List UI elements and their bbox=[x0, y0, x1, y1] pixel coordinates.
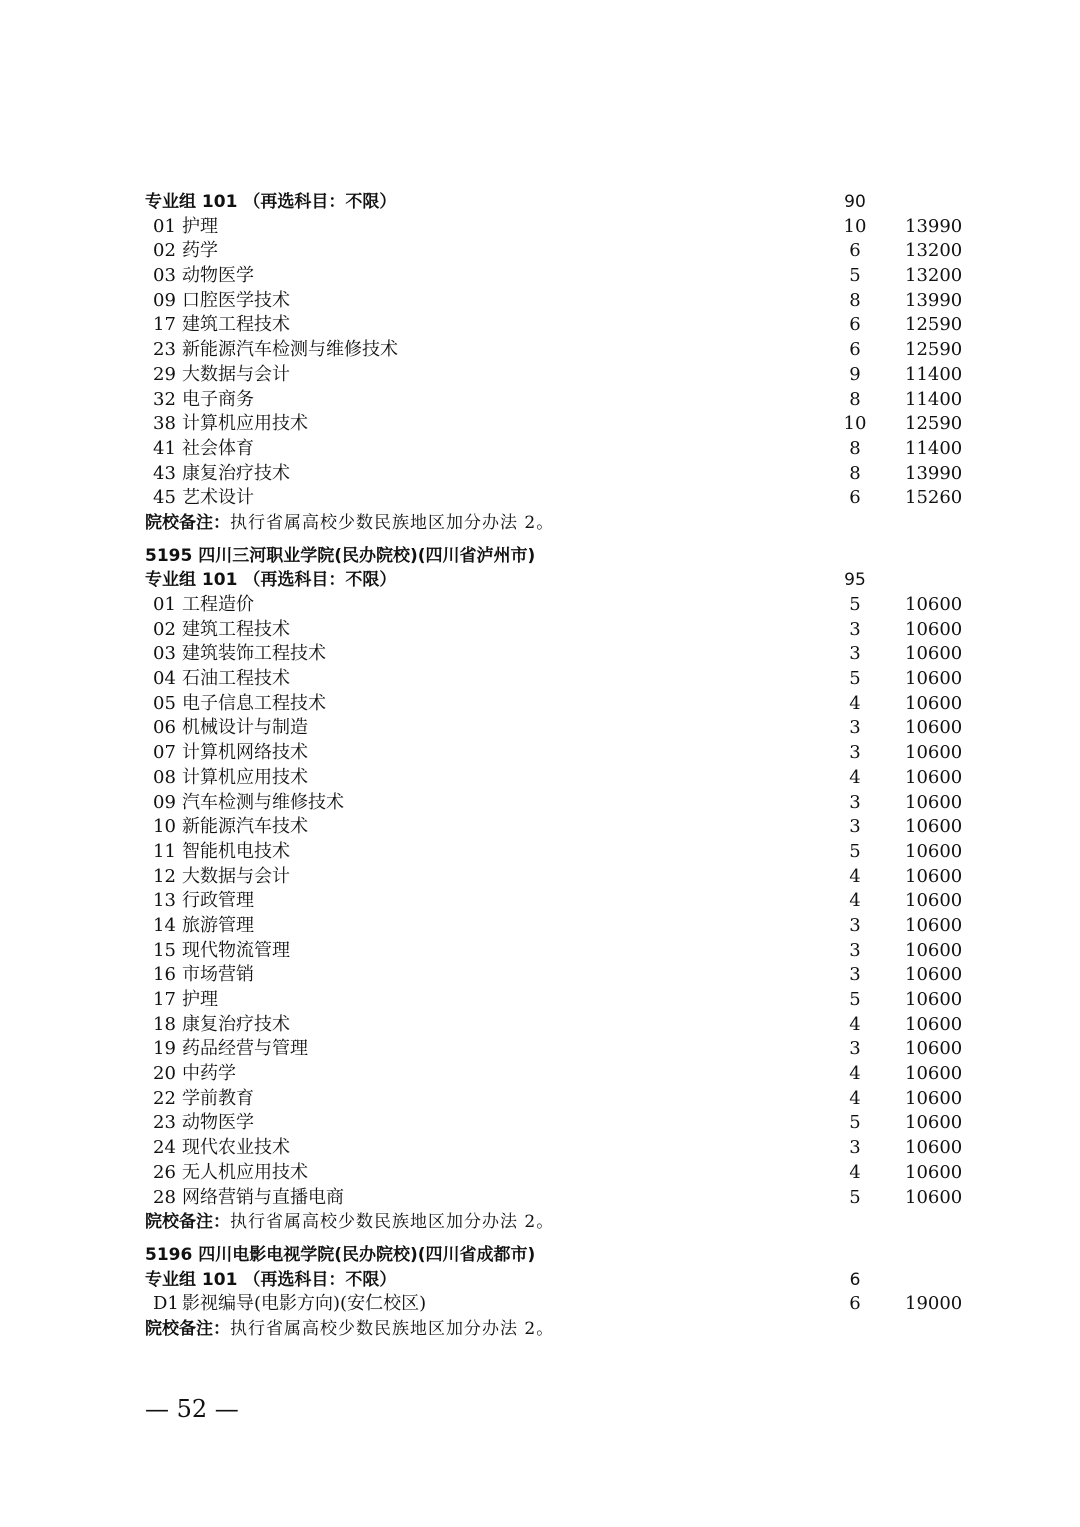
major-count: 6 bbox=[849, 314, 861, 336]
major-code: 29 bbox=[153, 363, 176, 385]
major-count: 8 bbox=[849, 289, 861, 311]
major-name: 动物医学 bbox=[182, 1112, 254, 1134]
major-group-header bbox=[145, 1268, 965, 1293]
major-row bbox=[145, 642, 965, 667]
major-name: 护理 bbox=[182, 215, 218, 237]
major-count: 8 bbox=[849, 462, 861, 484]
page-number: — 52 — bbox=[145, 1395, 239, 1423]
note-text: 执行省属高校少数民族地区加分办法 2。 bbox=[230, 1318, 555, 1339]
major-row bbox=[145, 865, 965, 890]
major-row bbox=[145, 1013, 965, 1038]
major-code: 16 bbox=[153, 964, 176, 986]
major-row bbox=[145, 289, 965, 314]
major-count: 4 bbox=[849, 1013, 861, 1035]
major-fee: 13990 bbox=[905, 215, 963, 237]
group-count: 6 bbox=[849, 1269, 861, 1290]
note-label: 院校备注： bbox=[145, 512, 230, 533]
major-code: 18 bbox=[153, 1013, 176, 1035]
major-count: 3 bbox=[849, 742, 861, 764]
major-name: 电子信息工程技术 bbox=[182, 692, 326, 714]
major-code: 28 bbox=[153, 1186, 176, 1208]
major-fee: 15260 bbox=[905, 487, 963, 509]
major-code: 19 bbox=[153, 1038, 176, 1060]
major-code: 17 bbox=[153, 314, 176, 336]
major-row bbox=[145, 1037, 965, 1062]
major-code: 08 bbox=[153, 766, 176, 788]
major-fee: 10600 bbox=[905, 1087, 963, 1109]
major-code: 23 bbox=[153, 1112, 176, 1134]
major-count: 3 bbox=[849, 791, 861, 813]
major-name: 计算机应用技术 bbox=[182, 413, 308, 435]
major-name: 网络营销与直播电商 bbox=[182, 1186, 344, 1208]
major-row bbox=[145, 388, 965, 413]
major-fee: 10600 bbox=[905, 914, 963, 936]
major-row bbox=[145, 1136, 965, 1161]
major-code: 14 bbox=[153, 914, 176, 936]
major-code: 22 bbox=[153, 1087, 176, 1109]
major-name: 电子商务 bbox=[182, 388, 254, 410]
major-row bbox=[145, 1161, 965, 1186]
major-row bbox=[145, 716, 965, 741]
major-row bbox=[145, 939, 965, 964]
group-label: 专业组 101 （再选科目：不限） bbox=[145, 1269, 397, 1290]
major-name: 智能机电技术 bbox=[182, 840, 290, 862]
major-name: 大数据与会计 bbox=[182, 865, 290, 887]
major-fee: 19000 bbox=[905, 1293, 963, 1315]
major-fee: 10600 bbox=[905, 1063, 963, 1085]
major-code: 20 bbox=[153, 1063, 176, 1085]
major-code: 17 bbox=[153, 989, 176, 1010]
major-count: 5 bbox=[849, 840, 861, 862]
major-row bbox=[145, 618, 965, 643]
major-fee: 10600 bbox=[905, 594, 963, 615]
major-fee: 10600 bbox=[905, 692, 963, 714]
major-name: 行政管理 bbox=[182, 890, 254, 912]
group-count: 95 bbox=[844, 570, 866, 591]
major-name: 新能源汽车技术 bbox=[182, 816, 308, 838]
major-fee: 10600 bbox=[905, 1161, 963, 1183]
major-fee: 13200 bbox=[905, 265, 963, 287]
major-code: 05 bbox=[153, 692, 176, 714]
school-note bbox=[145, 1210, 965, 1235]
major-name: 药品经营与管理 bbox=[182, 1038, 308, 1060]
major-name: 建筑装饰工程技术 bbox=[182, 643, 326, 665]
major-fee: 10600 bbox=[905, 890, 963, 912]
major-fee: 10600 bbox=[905, 840, 963, 862]
major-name: 机械设计与制造 bbox=[182, 717, 308, 739]
major-count: 6 bbox=[849, 1293, 861, 1315]
major-fee: 12590 bbox=[905, 413, 963, 435]
major-group-header bbox=[145, 568, 965, 593]
major-row bbox=[145, 338, 965, 363]
major-count: 10 bbox=[843, 215, 867, 237]
major-row bbox=[145, 766, 965, 791]
major-fee: 10600 bbox=[905, 1038, 963, 1060]
major-count: 3 bbox=[849, 643, 861, 665]
major-fee: 10600 bbox=[905, 791, 963, 813]
major-fee: 10600 bbox=[905, 1186, 963, 1208]
major-row bbox=[145, 815, 965, 840]
major-name: 现代农业技术 bbox=[182, 1137, 290, 1159]
major-name: 艺术设计 bbox=[182, 487, 254, 509]
major-row bbox=[145, 593, 965, 618]
major-code: 24 bbox=[153, 1137, 176, 1159]
major-name: 康复治疗技术 bbox=[182, 462, 290, 484]
major-count: 4 bbox=[849, 1087, 861, 1109]
school-note bbox=[145, 511, 965, 536]
note-label: 院校备注： bbox=[145, 1318, 230, 1339]
major-name: 口腔医学技术 bbox=[182, 289, 290, 311]
major-row bbox=[145, 313, 965, 338]
major-code: 15 bbox=[153, 939, 176, 961]
major-fee: 10600 bbox=[905, 865, 963, 887]
major-count: 3 bbox=[849, 1137, 861, 1159]
major-fee: 11400 bbox=[905, 388, 963, 410]
major-fee: 12590 bbox=[905, 339, 963, 361]
major-count: 3 bbox=[849, 1038, 861, 1060]
major-code: 12 bbox=[153, 865, 176, 887]
major-count: 4 bbox=[849, 865, 861, 887]
major-name: 建筑工程技术 bbox=[182, 618, 290, 640]
major-row bbox=[145, 889, 965, 914]
major-code: 03 bbox=[153, 643, 176, 665]
major-row bbox=[145, 1062, 965, 1087]
major-name: 中药学 bbox=[182, 1063, 236, 1085]
major-row bbox=[145, 914, 965, 939]
major-fee: 10600 bbox=[905, 643, 963, 665]
group-label: 专业组 101 （再选科目：不限） bbox=[145, 570, 397, 591]
major-code: 13 bbox=[153, 890, 176, 912]
major-row bbox=[145, 963, 965, 988]
major-name: 现代物流管理 bbox=[182, 939, 290, 961]
major-count: 3 bbox=[849, 914, 861, 936]
major-name: 护理 bbox=[182, 989, 218, 1010]
major-fee: 11400 bbox=[905, 437, 963, 459]
major-row bbox=[145, 1087, 965, 1112]
major-fee: 10600 bbox=[905, 964, 963, 986]
major-count: 6 bbox=[849, 487, 861, 509]
note-text: 执行省属高校少数民族地区加分办法 2。 bbox=[230, 1212, 555, 1233]
group-label: 专业组 101 （再选科目：不限） bbox=[145, 192, 397, 212]
major-code: 07 bbox=[153, 742, 176, 764]
major-count: 3 bbox=[849, 717, 861, 739]
major-code: 10 bbox=[153, 816, 176, 838]
major-count: 3 bbox=[849, 816, 861, 838]
major-code: 01 bbox=[153, 215, 176, 237]
major-row bbox=[145, 1186, 965, 1211]
major-fee: 10600 bbox=[905, 742, 963, 764]
major-row bbox=[145, 741, 965, 766]
major-count: 10 bbox=[843, 413, 867, 435]
major-code: 41 bbox=[153, 437, 176, 459]
school-title: 5196 四川电影电视学院(民办院校)(四川省成都市) bbox=[145, 1244, 536, 1265]
major-code: 04 bbox=[153, 668, 176, 690]
major-name: 汽车检测与维修技术 bbox=[182, 791, 344, 813]
major-count: 8 bbox=[849, 437, 861, 459]
major-fee: 13990 bbox=[905, 462, 963, 484]
major-count: 4 bbox=[849, 890, 861, 912]
major-code: 23 bbox=[153, 339, 176, 361]
major-count: 4 bbox=[849, 1161, 861, 1183]
major-name: 康复治疗技术 bbox=[182, 1013, 290, 1035]
major-count: 9 bbox=[849, 363, 861, 385]
major-count: 6 bbox=[849, 240, 861, 262]
major-code: 43 bbox=[153, 462, 176, 484]
major-name: 工程造价 bbox=[182, 594, 254, 615]
major-fee: 10600 bbox=[905, 668, 963, 690]
major-name: 市场营销 bbox=[182, 964, 254, 986]
major-row bbox=[145, 1292, 965, 1317]
major-row bbox=[145, 215, 965, 240]
major-count: 5 bbox=[849, 265, 861, 287]
major-code: 03 bbox=[153, 265, 176, 287]
major-row bbox=[145, 264, 965, 289]
major-row bbox=[145, 437, 965, 462]
major-fee: 10600 bbox=[905, 717, 963, 739]
major-row bbox=[145, 791, 965, 816]
major-fee: 10600 bbox=[905, 1112, 963, 1134]
major-name: 社会体育 bbox=[182, 437, 254, 459]
major-name: 新能源汽车检测与维修技术 bbox=[182, 339, 398, 361]
major-code: 01 bbox=[153, 594, 176, 615]
major-row bbox=[145, 667, 965, 692]
major-fee: 11400 bbox=[905, 363, 963, 385]
major-fee: 10600 bbox=[905, 816, 963, 838]
major-code: 26 bbox=[153, 1161, 176, 1183]
major-code: 02 bbox=[153, 618, 176, 640]
major-code: D1 bbox=[153, 1293, 179, 1315]
major-fee: 12590 bbox=[905, 314, 963, 336]
major-row bbox=[145, 486, 965, 511]
major-fee: 13990 bbox=[905, 289, 963, 311]
major-name: 计算机网络技术 bbox=[182, 742, 308, 764]
group-count: 90 bbox=[844, 192, 866, 212]
major-row bbox=[145, 692, 965, 717]
major-count: 3 bbox=[849, 939, 861, 961]
major-count: 5 bbox=[849, 1186, 861, 1208]
major-name: 影视编导(电影方向)(安仁校区) bbox=[182, 1293, 427, 1315]
major-count: 4 bbox=[849, 766, 861, 788]
major-row bbox=[145, 239, 965, 264]
major-code: 09 bbox=[153, 791, 176, 813]
major-row bbox=[145, 363, 965, 388]
note-text: 执行省属高校少数民族地区加分办法 2。 bbox=[230, 512, 555, 533]
major-name: 无人机应用技术 bbox=[182, 1161, 308, 1183]
major-name: 大数据与会计 bbox=[182, 363, 290, 385]
major-code: 11 bbox=[153, 840, 176, 862]
major-name: 动物医学 bbox=[182, 265, 254, 287]
major-name: 药学 bbox=[182, 240, 218, 262]
note-label: 院校备注： bbox=[145, 1212, 230, 1233]
major-fee: 10600 bbox=[905, 618, 963, 640]
major-count: 3 bbox=[849, 618, 861, 640]
major-count: 4 bbox=[849, 692, 861, 714]
major-name: 旅游管理 bbox=[182, 914, 254, 936]
major-row bbox=[145, 840, 965, 865]
major-code: 32 bbox=[153, 388, 176, 410]
major-code: 38 bbox=[153, 413, 176, 435]
major-fee: 10600 bbox=[905, 766, 963, 788]
major-fee: 10600 bbox=[905, 1013, 963, 1035]
major-code: 45 bbox=[153, 487, 176, 509]
major-group-header bbox=[145, 190, 965, 215]
school-title: 5195 四川三河职业学院(民办院校)(四川省泸州市) bbox=[145, 545, 536, 566]
major-name: 石油工程技术 bbox=[182, 668, 290, 690]
major-row bbox=[145, 412, 965, 437]
major-count: 5 bbox=[849, 989, 861, 1010]
major-count: 5 bbox=[849, 668, 861, 690]
school-note bbox=[145, 1317, 965, 1342]
major-row bbox=[145, 988, 965, 1013]
major-code: 02 bbox=[153, 240, 176, 262]
major-name: 学前教育 bbox=[182, 1087, 254, 1109]
major-name: 计算机应用技术 bbox=[182, 766, 308, 788]
major-code: 06 bbox=[153, 717, 176, 739]
major-count: 4 bbox=[849, 1063, 861, 1085]
major-count: 3 bbox=[849, 964, 861, 986]
major-row bbox=[145, 462, 965, 487]
major-count: 5 bbox=[849, 594, 861, 615]
major-count: 8 bbox=[849, 388, 861, 410]
major-code: 09 bbox=[153, 289, 176, 311]
major-name: 建筑工程技术 bbox=[182, 314, 290, 336]
major-fee: 10600 bbox=[905, 1137, 963, 1159]
major-row bbox=[145, 1111, 965, 1136]
major-fee: 10600 bbox=[905, 939, 963, 961]
major-fee: 10600 bbox=[905, 989, 963, 1010]
major-count: 5 bbox=[849, 1112, 861, 1134]
major-count: 6 bbox=[849, 339, 861, 361]
admission-plan-table bbox=[145, 190, 965, 1342]
major-fee: 13200 bbox=[905, 240, 963, 262]
